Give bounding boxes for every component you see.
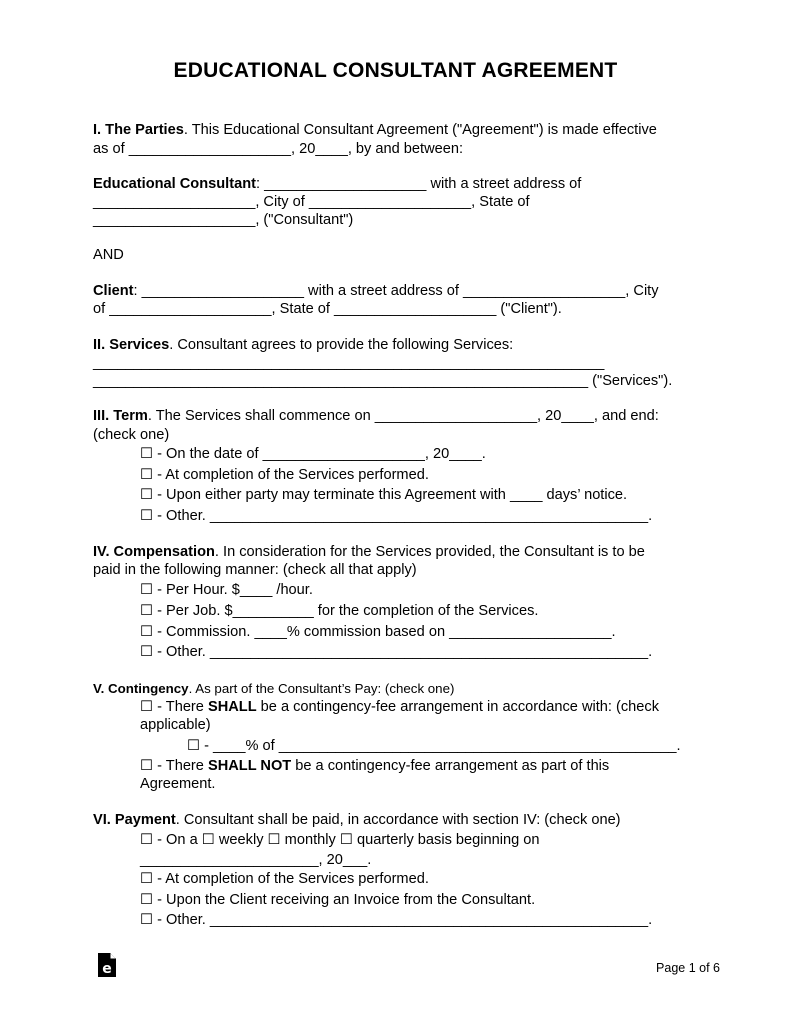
payment-option-periodic: ☐ - On a ☐ weekly ☐ monthly ☐ quarterly basis beginning on xyxy=(140,832,540,848)
document-logo-icon xyxy=(96,952,118,978)
parties-line-2: as of ____________________, 20____, by and between: xyxy=(93,141,464,157)
client-text: : ____________________ with a street address of ____________________, City xyxy=(133,283,659,299)
contingency-shall-bold: SHALL xyxy=(207,699,257,715)
client-line-2: of ____________________, State of ____________________ ("Client"). xyxy=(93,301,562,317)
page-number: Page 1 of 6 xyxy=(656,961,720,975)
term-option-other: ☐ - Other. ______________________________________________________. xyxy=(140,508,653,524)
contingency-text: . As part of the Consultant’s Pay: (check one) xyxy=(188,681,455,696)
contingency-option-shall-not xyxy=(140,757,609,775)
consultant-text: : ____________________ with a street address of xyxy=(255,176,582,192)
compensation-option-other: ☐ - Other. ______________________________________________________. xyxy=(140,644,653,660)
term-line-1 xyxy=(93,407,659,425)
compensation-option-commission: ☐ - Commission. ____% commission based on ____________________. xyxy=(140,624,616,640)
services-line-2: _______________________________________________________________ xyxy=(93,355,605,371)
contingency-line-1 xyxy=(93,680,454,698)
contingency-shall-not-bold: SHALL NOT xyxy=(207,758,292,774)
term-option-date: ☐ - On the date of ____________________, 20____. xyxy=(140,446,486,462)
document-title: EDUCATIONAL CONSULTANT AGREEMENT xyxy=(173,59,618,82)
payment-option-completion: ☐ - At completion of the Services performed. xyxy=(140,871,429,887)
consultant-line-3: ____________________, ("Consultant") xyxy=(93,212,354,228)
payment-line-1 xyxy=(93,811,621,829)
and-text: AND xyxy=(93,247,124,263)
payment-text: . Consultant shall be paid, in accordance with section IV: (check one) xyxy=(175,812,621,828)
parties-line-1 xyxy=(93,121,657,139)
services-heading: II. Services xyxy=(93,337,170,353)
parties-heading: I. The Parties xyxy=(93,122,184,138)
payment-option-periodic-line-2: ______________________, 20___. xyxy=(140,852,372,868)
term-line-2: (check one) xyxy=(93,427,170,443)
term-text: . The Services shall commence on ____________________, 20____, and end: xyxy=(147,408,659,424)
contingency-shall-pre: ☐ - There xyxy=(140,699,208,715)
parties-text: . This Educational Consultant Agreement ("Agreement") is made effective xyxy=(183,122,657,138)
client-label: Client xyxy=(93,283,134,299)
compensation-heading: IV. Compensation xyxy=(93,544,215,560)
contingency-sub-percent: ☐ - ____% of _________________________________________________. xyxy=(187,738,681,754)
term-heading: III. Term xyxy=(93,408,148,424)
compensation-line-1 xyxy=(93,543,645,561)
payment-option-other: ☐ - Other. ______________________________________________________. xyxy=(140,912,653,928)
consultant-line-2: ____________________, City of ____________________, State of xyxy=(93,194,530,210)
compensation-line-2: paid in the following manner: (check all that apply) xyxy=(93,562,417,578)
compensation-option-job: ☐ - Per Job. $__________ for the completion of the Services. xyxy=(140,603,539,619)
payment-heading: VI. Payment xyxy=(93,812,176,828)
client-line-1 xyxy=(93,282,659,300)
svg-text:e: e xyxy=(102,961,112,977)
contingency-shall-post: be a contingency-fee arrangement in accordance with: (check xyxy=(256,699,659,715)
services-text: . Consultant agrees to provide the following Services: xyxy=(169,337,514,353)
consultant-label: Educational Consultant xyxy=(93,176,256,192)
contingency-option-shall-line-2: applicable) xyxy=(140,717,211,733)
compensation-option-hour: ☐ - Per Hour. $____ /hour. xyxy=(140,582,313,598)
term-option-notice: ☐ - Upon either party may terminate this Agreement with ____ days’ notice. xyxy=(140,487,628,503)
contingency-shall-not-pre: ☐ - There xyxy=(140,758,208,774)
contingency-option-shall xyxy=(140,698,659,716)
contingency-shall-not-post: be a contingency-fee arrangement as part of this xyxy=(291,758,610,774)
compensation-text: . In consideration for the Services provided, the Consultant is to be xyxy=(214,544,645,560)
term-option-completion: ☐ - At completion of the Services performed. xyxy=(140,467,429,483)
consultant-line-1 xyxy=(93,175,581,193)
services-line-3: _____________________________________________________________ ("Services"). xyxy=(93,373,673,389)
contingency-heading: V. Contingency xyxy=(93,681,189,696)
contingency-option-shall-not-line-2: Agreement. xyxy=(140,776,216,792)
payment-option-invoice: ☐ - Upon the Client receiving an Invoice from the Consultant. xyxy=(140,892,536,908)
services-line-1 xyxy=(93,336,513,354)
